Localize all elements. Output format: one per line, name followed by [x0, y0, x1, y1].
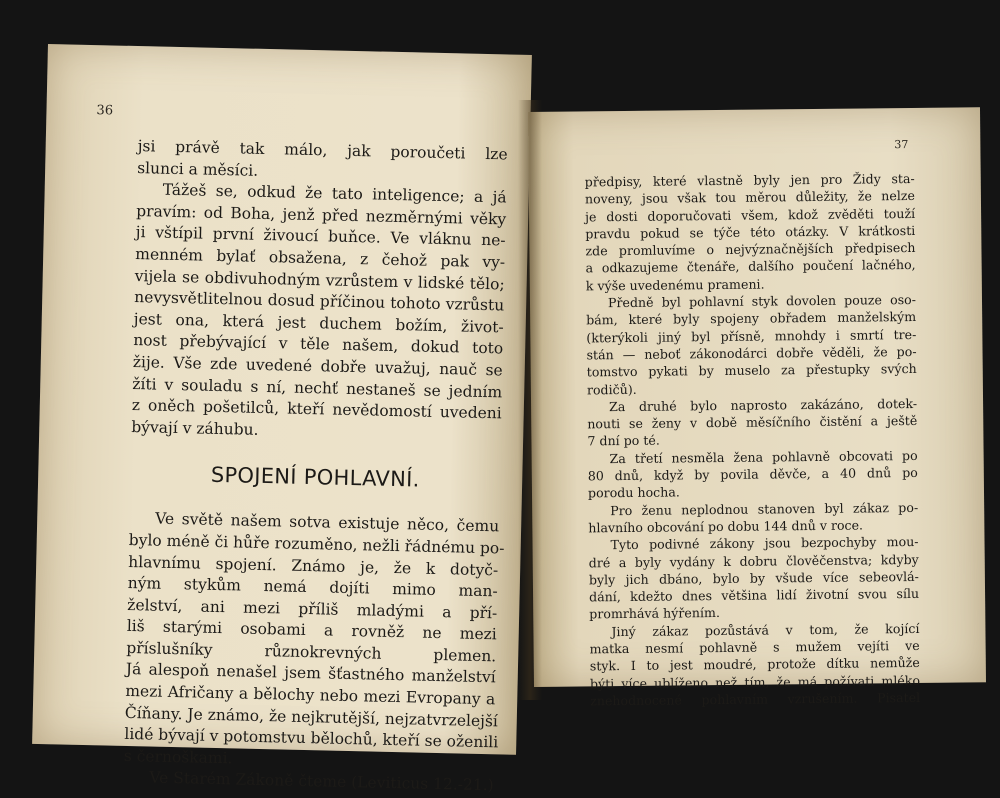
text-line: zde promluvíme o nejvýznačnějších předpisech — [585, 240, 916, 259]
text-line: bám, které byly spojeny obřadem manželským — [586, 309, 917, 328]
text-line: želství, ani mezi příliš mladými a pří- — [127, 595, 498, 623]
text-line: 7 dní po té. — [587, 433, 660, 449]
right-book-page — [528, 107, 986, 709]
text-line: žíti v souladu s ní, nechť nestaneš se jedním — [132, 374, 503, 401]
text-line: Ve světě našem sotva existuje něco, čemu — [155, 509, 500, 536]
text-line: ji vštípil první živoucí buňce. Ve vláknu ne- — [135, 223, 506, 250]
text-line: dání, kdežto dnes většina lidí životní svou sílu — [589, 586, 920, 605]
text-line: promrhává hýřením. — [589, 605, 720, 622]
text-line: dré a byly vydány k dobru člověčenstva; kdyby — [588, 551, 919, 570]
text-line: je dosti doporučovati všem, kdož zvěděti touží — [585, 205, 916, 225]
right-page-text — [585, 170, 921, 710]
left-book-page — [32, 44, 532, 795]
text-line: ným stykům nemá dojíti mimo man- — [127, 574, 498, 601]
left-page-text — [123, 136, 508, 797]
text-line: žije. Vše zde uvedené dobře uvažuj, nauč se — [132, 352, 503, 380]
text-line: Za třetí nesměla žena pohlavně obcovati po — [609, 447, 918, 466]
text-line: pravdu pokud se týče této otázky. V krátkosti — [585, 222, 916, 242]
text-line: slunci a měsíci. — [137, 158, 259, 180]
text-line: Předně byl pohlavní styk dovolen pouze oso- — [607, 292, 917, 311]
left-page-number: 36 — [96, 103, 114, 119]
right-page-number: 37 — [894, 138, 909, 152]
text-line: styk. I to jest moudré, protože dítku nemůže — [589, 655, 920, 674]
text-line: vijela se obdivuhodným vzrůstem v lidské tělo; — [134, 266, 505, 293]
text-line: a odkazujeme čtenáře, dalšího poučení lačného, — [585, 257, 916, 276]
text-line: nouti se ženy v době měsíčního čistění a ještě — [587, 413, 918, 432]
text-line: bývají v záhubu. — [131, 417, 259, 439]
text-line: menném bylať obsažena, z čehož pak vy- — [135, 245, 506, 272]
text-line: Číňany. Je známo, že nejkrutější, nejzatvrzelejší — [124, 703, 499, 731]
text-line: porodu hocha. — [587, 484, 680, 501]
text-line: 80 dnů, když by povila děvče, a 40 dnů po — [587, 464, 918, 484]
text-line: Pro ženu neplodnou stanoven byl zákaz po- — [610, 499, 919, 518]
text-line: jest ona, která jest duchem božím, život- — [133, 309, 504, 337]
text-line: Tyto podivné zákony jsou bezpochyby mou- — [610, 534, 919, 553]
text-line: stán — neboť zákonodárci dobře věděli, že po- — [586, 343, 917, 363]
text-line: Ve Starém Zákoně čteme (Leviticus 12.-21.) — [149, 768, 494, 795]
text-line: byly jich dbáno, bylo by všude více sebeovlá- — [588, 568, 919, 588]
text-line: noveny, jsou však tou měrou důležity, že nelze — [584, 188, 915, 207]
text-line: Jiný zákaz pozůstává v tom, že kojící — [611, 620, 920, 639]
text-line: bylo méně či hůře rozuměno, nežli řádnému po- — [128, 530, 505, 558]
text-line: z oněch pošetilců, kteří nevědomostí uvedeni — [131, 396, 502, 423]
text-line: tomstvo pykati by muselo za přestupky svých — [586, 361, 917, 380]
text-line: hlavnímu spojení. Známo je, že k dotyč- — [128, 552, 499, 579]
text-line: Tážeš se, odkud že tato inteligence; a já — [162, 180, 507, 207]
text-line: s černoškami. — [123, 746, 233, 768]
text-line: příslušníky různokrevných plemen. — [126, 638, 497, 666]
text-line: pravím: od Boha, jenž před nezměrnými věky — [136, 201, 507, 229]
text-line: jsi právě tak málo, jak poroučeti lze — [137, 137, 508, 164]
text-line: k výše uvedenému prameni. — [585, 276, 765, 294]
text-line: lidé bývají v potomstvu bělochů, kteří se oženili — [124, 725, 499, 752]
text-line: hlavního obcování po dobu 144 dnů v roce. — [588, 517, 864, 536]
text-line: nost přebývající v těle našem, dokud toto — [133, 331, 504, 358]
text-line: býti více ublíženo než tím, že má požívati mléko — [589, 672, 921, 691]
text-line: rodičů). — [586, 381, 637, 397]
text-line: znehodnocené pohlavním vzrušením. Pisatel — [590, 689, 921, 709]
section-heading: SPOJENÍ POHLAVNÍ. — [210, 463, 420, 492]
text-line: liš starými osobami a rovněž ne mezi — [126, 617, 497, 644]
text-line: nevysvětlitelnou dosud příčinou tohoto vzrůstu — [134, 288, 505, 315]
text-line: mezi Afričany a bělochy nebo mezi Evropany a — [125, 681, 496, 709]
text-line: matka nesmí pohlavně s mužem vejíti ve — [589, 637, 920, 657]
text-line: (kterýkoli jiný byl přísně, mnohdy i smrtí tre- — [586, 326, 917, 346]
text-line: předpisy, které vlastně byly jen pro Židy sta- — [584, 170, 915, 190]
text-line: Já alespoň nenašel jsem šťastného manželství — [125, 660, 496, 687]
text-line: Za druhé bylo naprosto zakázáno, dotek- — [609, 395, 918, 415]
